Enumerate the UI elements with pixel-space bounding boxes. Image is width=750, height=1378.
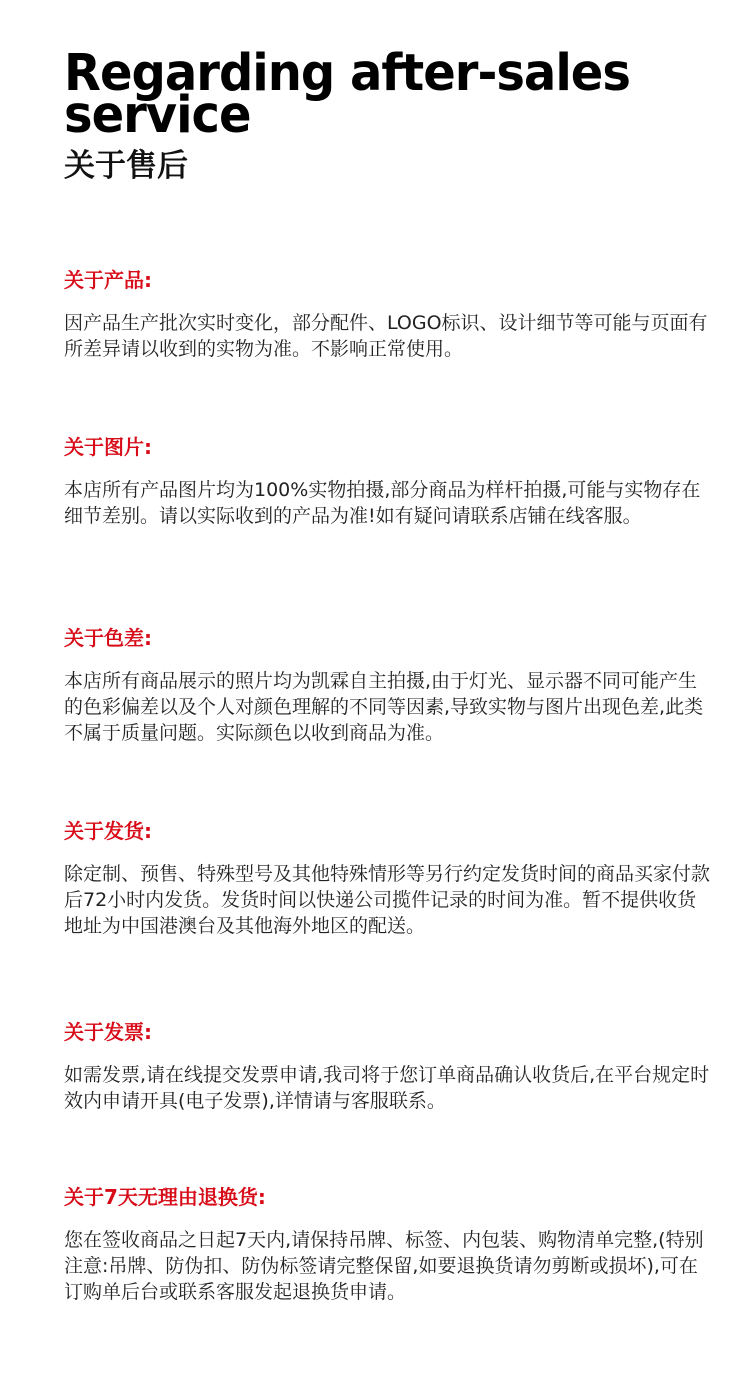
section-shipping [64, 817, 714, 939]
section-body: 如需发票,请在线提交发票申请,我司将于您订单商品确认收货后,在平台规定时效内申请开具(电子发票),详情请与客服联系。 [64, 1064, 710, 1112]
section-color-difference [64, 624, 714, 746]
page-title-en: Regarding after-sales service [64, 43, 630, 145]
page-title-cn: 关于售后 [64, 148, 188, 184]
section-body: 除定制、预售、特殊型号及其他特殊情形等另行约定发货时间的商品买家付款后72小时内发货。发货时间以快递公司揽件记录的时间为准。暂不提供收货地址为中国港澳台及其他海外地区的配送。 [64, 863, 711, 937]
section-body: 因产品生产批次实时变化，部分配件、LOGO标识、设计细节等可能与页面有所差异请以收到的实物为准。不影响正常使用。 [64, 312, 708, 360]
section-body: 您在签收商品之日起7天内,请保持吊牌、标签、内包装、购物清单完整,(特别注意:吊牌、防伪扣、防伪标签请完整保留,如要退换货请勿剪断或损坏),可在订购单后台或联系客服发起退换货申请。 [64, 1229, 704, 1303]
section-invoice [64, 1018, 714, 1114]
section-heading: 关于产品: [64, 268, 152, 292]
section-body: 本店所有产品图片均为100%实物拍摄,部分商品为样杆拍摄,可能与实物存在细节差别。请以实际收到的产品为准!如有疑问请联系店铺在线客服。 [64, 479, 701, 527]
after-sales-page [64, 43, 714, 186]
section-7-day-return [64, 1183, 714, 1305]
section-heading: 关于色差: [64, 626, 152, 650]
section-heading: 关于7天无理由退换货: [64, 1185, 266, 1209]
section-images [64, 433, 714, 529]
section-body: 本店所有商品展示的照片均为凯霖自主拍摄,由于灯光、显示器不同可能产生的色彩偏差以及个人对颜色理解的不同等因素,导致实物与图片出现色差,此类不属于质量问题。实际颜色以收到商品为准。 [64, 670, 704, 744]
section-product [64, 266, 714, 362]
section-heading: 关于发票: [64, 1020, 152, 1044]
section-heading: 关于发货: [64, 819, 152, 843]
section-heading: 关于图片: [64, 435, 152, 459]
